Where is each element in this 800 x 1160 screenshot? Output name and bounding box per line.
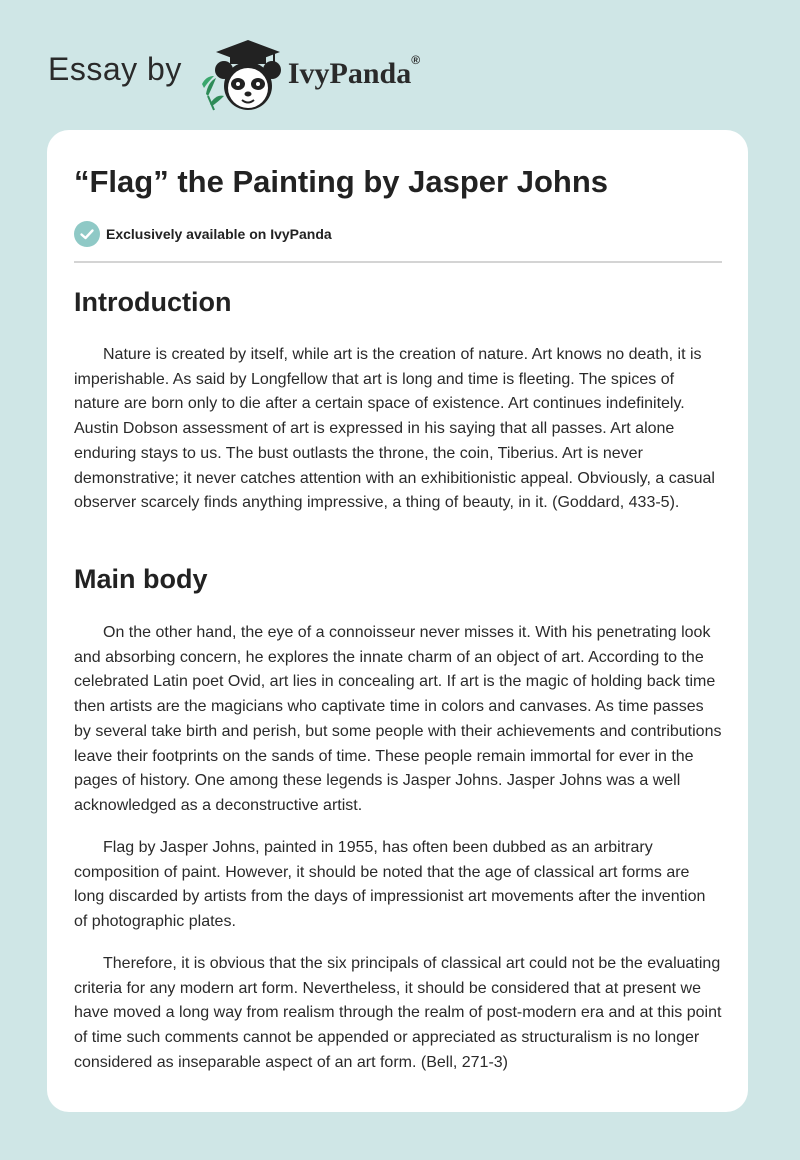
essay-card bbox=[47, 130, 748, 1112]
paragraph: Nature is created by itself, while art is the creation of nature. Art knows no death, it is imperishable. As said by Longfellow that art is long and time is fleeting. The spices of nature are born only to die after a certain space of existence. Art continues indefinitely. Austin Dobson assessment of art is expressed in his saying that all passes. Art alone enduring stays to us. The bust outlasts the throne, the coin, Tiberius. Art is never demonstrative; it never catches attention with an exhibitionistic appeal. Obviously, a casual observer scarcely finds anything impressive, a thing of beauty, in it. (Goddard, 433-5). bbox=[74, 346, 715, 512]
section-heading-introduction: Introduction bbox=[74, 287, 232, 317]
paragraph: On the other hand, the eye of a connoisseur never misses it. With his penetrating look and absorbing concern, he explores the innate charm of an object of art. According to the celebrated Latin poet Ovid, art lies in concealing art. If art is the magic of holding back time then artists are the magicians who captivate time in colors and canvases. As time passes by several take birth and perish, but some people with their achievements and contributions leave their footprints on the sands of time. These people remain immortal for ever in the pages of history. One among these legends is Jasper Johns. Jasper Johns was a well acknowledged as a deconstructive artist. bbox=[74, 624, 722, 814]
check-circle-icon bbox=[74, 221, 100, 247]
title-divider bbox=[74, 261, 722, 263]
brand-prefix: Essay by bbox=[48, 50, 182, 87]
leaf-icon bbox=[202, 76, 224, 110]
section-heading-main-body: Main body bbox=[74, 564, 208, 594]
paragraph: Flag by Jasper Johns, painted in 1955, has often been dubbed as an arbitrary composition of paint. However, it should be noted that the age of classical art forms are long discarded by artists from the days of impressionist art movements after the invention of photographic plates. bbox=[74, 839, 706, 931]
badge-label: Exclusively available on IvyPanda bbox=[106, 226, 332, 242]
brand-name bbox=[287, 53, 421, 91]
panda-logo-icon bbox=[196, 34, 292, 114]
exclusive-badge bbox=[74, 221, 332, 247]
paragraph: Therefore, it is obvious that the six principals of classical art could not be the evaluating criteria for any modern art form. Nevertheless, it should be considered that at present we have moved a long way from realism through the realm of post-modern era and at this point of time such comments cannot be appended or appreciated as structuralism is no longer considered as inseparable aspect of an art form. (Bell, 271-3) bbox=[74, 955, 722, 1071]
brand-name-text: IvyPanda bbox=[287, 57, 412, 90]
registered-mark: ® bbox=[411, 53, 421, 67]
essay-title: “Flag” the Painting by Jasper Johns bbox=[74, 164, 608, 199]
brand-header bbox=[48, 34, 420, 114]
